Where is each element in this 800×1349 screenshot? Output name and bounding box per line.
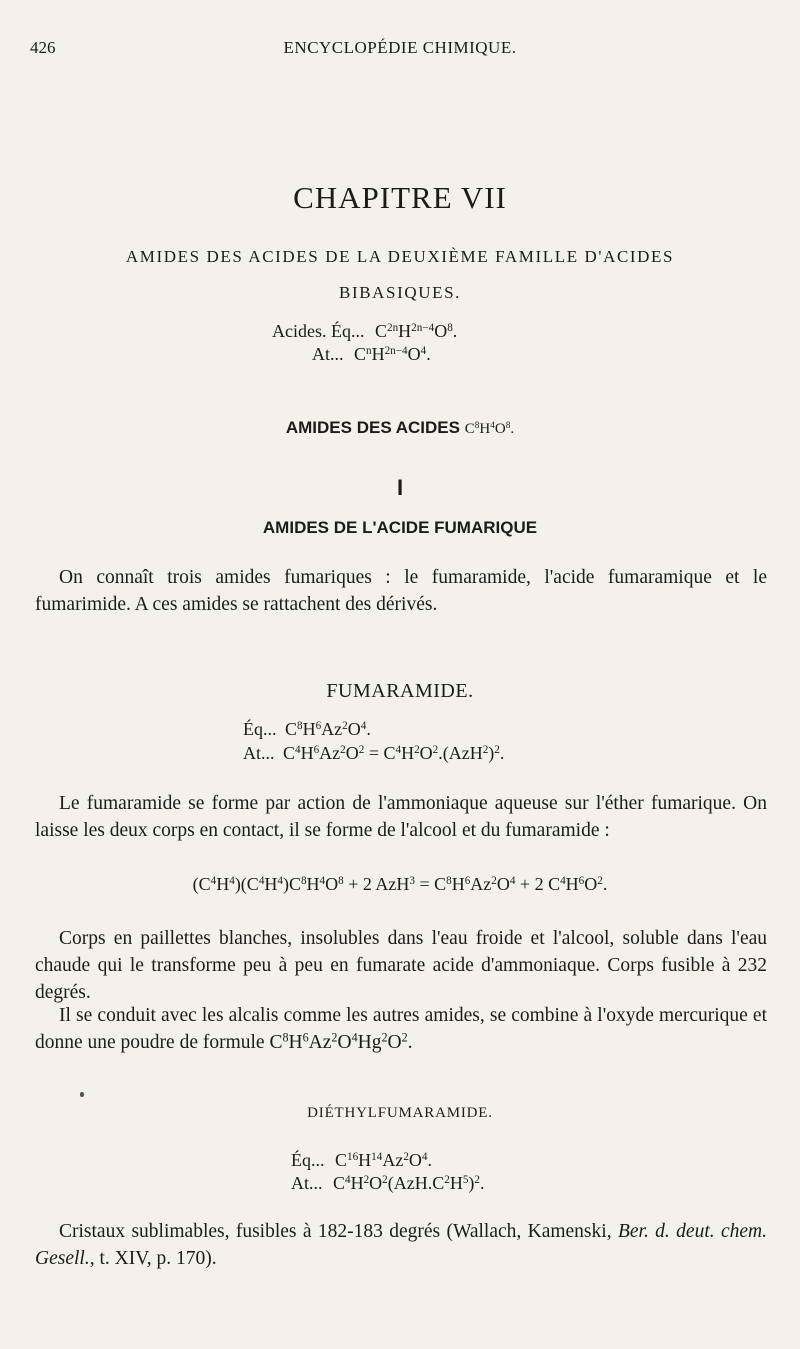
fumaramide-title: FUMARAMIDE. <box>326 680 474 702</box>
formula-text: .(AzH <box>438 743 483 763</box>
formula-subscript-number: 4 <box>295 743 301 756</box>
formula-text: O <box>496 874 510 894</box>
formula-text: H <box>401 743 415 763</box>
section-heading: AMIDES DES ACIDES $C^8H^4O^8$. <box>285 418 515 437</box>
formula-subscript-number: 14 <box>371 1150 383 1163</box>
intro-paragraph: On connaît trois amides fumariques : le fumaramide, l'acide fumaramique et le fumarimide. A ces amides se rattachent des dérivés. <box>35 567 767 615</box>
formula-subscript-number: 6 <box>313 743 320 756</box>
fumaramide-formula-at: At... $C^4H^6Az^2O^2 = C^4H^2O^2.(AzH^2)^2$. <box>243 743 505 763</box>
formula-text: C <box>269 1032 283 1053</box>
formula-text: + 2 C <box>515 874 561 894</box>
formula-text: Az <box>321 719 343 739</box>
formula-text: H <box>306 874 320 894</box>
formula-text: Az <box>308 1032 332 1053</box>
subsection-heading: AMIDES DE L'ACIDE FUMARIQUE <box>262 518 538 537</box>
formula-subscript-number: 6 <box>315 719 322 732</box>
formula-text: = C <box>364 743 396 763</box>
formula-text: H <box>565 874 579 894</box>
formula-text: C <box>283 743 296 763</box>
formula-subscript-number: 4 <box>509 874 516 887</box>
formula-text: O <box>369 1173 383 1193</box>
formula-subscript-number: 8 <box>446 874 452 887</box>
diethyl-paragraph: Cristaux sublimables, fusibles à 182-183 degrés (Wallach, Kamenski, Ber. d. deut. chem. Gesell., t. XIV, p. 170). <box>35 1221 768 1269</box>
formula-subscript-number: 2 <box>494 743 500 756</box>
formula-text: . <box>479 1173 485 1193</box>
ink-spot <box>80 1092 84 1097</box>
fumaramide-formula-eq: Éq... $C^8H^6Az^2O^4$. <box>243 719 371 739</box>
formula-subscript-number: 2 <box>482 743 489 756</box>
formula-text: H <box>358 1150 372 1170</box>
formula-text: O <box>419 743 433 763</box>
formula-text: H <box>451 874 465 894</box>
formula-subscript-number: 2 <box>382 1173 388 1186</box>
formula-text: H <box>302 719 316 739</box>
formula-text: H <box>288 1032 303 1053</box>
formula-text: H <box>300 743 314 763</box>
formula-text: ) <box>488 743 495 763</box>
running-title: ENCYCLOPÉDIE CHIMIQUE. <box>283 38 517 57</box>
formula-subscript-number: 4 <box>210 874 217 887</box>
diethylfumaramide-title: DIÉTHYLFUMARAMIDE. <box>307 1105 493 1121</box>
formula-text: O <box>387 1032 402 1053</box>
formula-subscript-number: 4 <box>277 874 283 887</box>
formula-text: C <box>285 719 298 739</box>
reaction-equation <box>0 874 800 895</box>
formula-text: . <box>407 1032 413 1053</box>
formula-subscript-number: 2 <box>401 1030 408 1045</box>
formula-subscript-number: 2 <box>403 1150 409 1163</box>
page-number: 426 <box>30 38 56 57</box>
formula-text: Az <box>382 1150 404 1170</box>
diethyl-formula-at: At... $C^4H^2O^2(AzH.C^2H^5)^2$. <box>291 1173 485 1193</box>
formula-text: O <box>325 874 339 894</box>
section-roman-numeral: I <box>396 475 404 500</box>
formula-subscript-number: 4 <box>229 874 235 887</box>
formula-subscript-number: 4 <box>360 719 367 732</box>
fumaramide-mercury-paragraph: Il se conduit avec les alcalis comme les autres amides, se combine à l'oxyde mercurique et donne une poudre de formule $C^8H^6Az^2O^4Hg^2O^2$. <box>35 1005 767 1053</box>
formula-text: H <box>449 1173 463 1193</box>
chapter-heading: CHAPITRE VII <box>293 180 507 215</box>
formula-subscript-number: 8 <box>297 719 303 732</box>
formula-subscript-number: 2 <box>597 874 603 887</box>
formula-text: Hg <box>357 1032 382 1053</box>
formula-text: + 2 AzH <box>343 874 410 894</box>
formula-text: (C <box>192 874 211 894</box>
formula-text: . <box>427 1150 432 1170</box>
acids-formula-eq: Acides. Éq... $C^{2n}H^{2n-4}O^8$. <box>272 321 458 341</box>
formula-subscript-number: 6 <box>578 874 585 887</box>
formula-subscript-number: 4 <box>421 1150 428 1163</box>
formula-text: )(C <box>234 874 259 894</box>
formula-subscript-number: 2 <box>432 743 439 756</box>
formula-subscript-number: 4 <box>560 874 566 887</box>
formula-subscript-number: 2 <box>358 743 365 756</box>
formula-text: . <box>366 719 371 739</box>
formula-text: . <box>602 874 608 894</box>
formula-text: H <box>264 874 278 894</box>
formula-subscript-number: 2 <box>414 743 420 756</box>
formula-subscript-number: 4 <box>319 874 326 887</box>
formula-subscript-number: 8 <box>300 874 307 887</box>
formula-subscript-number: 2 <box>381 1030 388 1045</box>
formula-subscript-number: 16 <box>347 1150 359 1163</box>
chapter-title-line-1: AMIDES DES ACIDES DE LA DEUXIÈME FAMILLE D'ACIDES <box>125 247 675 266</box>
formula-text: H <box>350 1173 364 1193</box>
journal-reference: Ber. d. deut. chem. Gesell. <box>35 1221 768 1269</box>
formula-text: Az <box>470 874 492 894</box>
formula-subscript-number: 2 <box>363 1173 370 1186</box>
formula-subscript-number: 6 <box>302 1030 309 1045</box>
formula-text: O <box>347 719 361 739</box>
fumaramide-properties-paragraph: Corps en paillettes blanches, insolubles dans l'eau froide et l'alcool, soluble dans l'eau chaude qui le transforme peu à peu en fumarate acide d'ammoniaque. Corps fusible à 232 degrés. <box>35 928 767 1003</box>
formula-text: O <box>337 1032 352 1053</box>
formula-text: C <box>333 1173 346 1193</box>
formula-text: H <box>216 874 230 894</box>
formula-subscript-number: 2 <box>474 1173 480 1186</box>
formula-text: O <box>584 874 598 894</box>
formula-subscript-number: 6 <box>464 874 471 887</box>
formula-subscript-number: 2 <box>331 1030 338 1045</box>
formula-subscript-number: 4 <box>395 743 402 756</box>
formula-subscript-number: 8 <box>282 1030 289 1045</box>
formula-subscript-number: 2 <box>444 1173 450 1186</box>
formula-text: Az <box>319 743 341 763</box>
formula-subscript-number: 2 <box>342 719 348 732</box>
formula-text: = C <box>414 874 447 894</box>
formula-subscript-number: 4 <box>351 1030 358 1045</box>
formula-text: O <box>408 1150 422 1170</box>
formula-text: O <box>345 743 359 763</box>
chapter-title-line-2: BIBASIQUES. <box>339 283 461 302</box>
formula-subscript-number: 8 <box>338 874 344 887</box>
acids-formula-at: At... $C^nH^{2n-4}O^4$. <box>312 344 431 364</box>
formula-text: ) <box>468 1173 475 1193</box>
formula-subscript-number: 4 <box>258 874 265 887</box>
page-header <box>30 38 770 64</box>
formula-text: )C <box>282 874 301 894</box>
formula-subscript-number: 2 <box>340 743 346 756</box>
diethyl-formula-eq: Éq... $C^{16}H^{14}Az^2O^4$. <box>291 1150 432 1170</box>
formula-subscript-number: 4 <box>345 1173 351 1186</box>
formula-subscript-number: 2 <box>491 874 497 887</box>
formula-text: (AzH.C <box>387 1173 445 1193</box>
formula-text: . <box>499 743 505 763</box>
fumaramide-preparation-paragraph: Le fumaramide se forme par action de l'ammoniaque aqueuse sur l'éther fumarique. On laisse les deux corps en contact, il se forme de l'alcool et du fumaramide : <box>35 793 767 841</box>
formula-subscript-number: 5 <box>462 1173 469 1186</box>
formula-text: C <box>335 1150 348 1170</box>
formula-subscript-number: 3 <box>409 874 415 887</box>
